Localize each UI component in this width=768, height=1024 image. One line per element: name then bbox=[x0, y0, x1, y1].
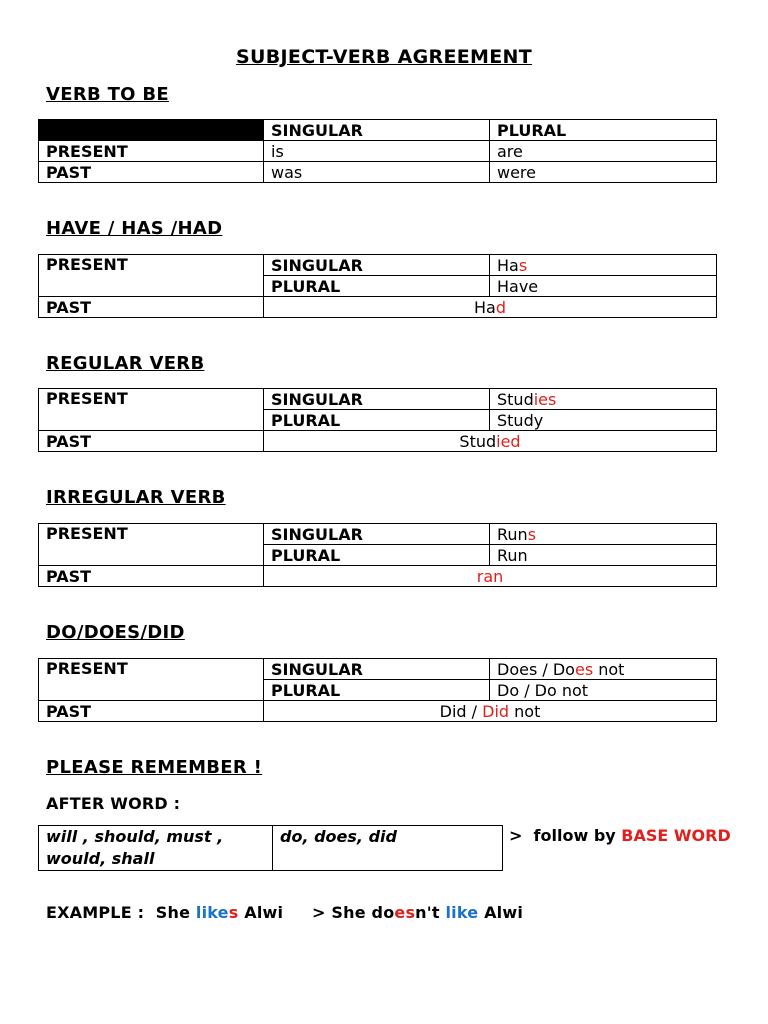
label-singular: SINGULAR bbox=[264, 524, 490, 545]
example-sentence-2: > She doesn't like Alwi bbox=[312, 903, 524, 922]
row-label-present: PRESENT bbox=[39, 255, 264, 297]
cell-plural-value: Have bbox=[490, 276, 717, 297]
table-row bbox=[39, 255, 717, 276]
table-row bbox=[39, 162, 717, 183]
cell-singular-value: Runs bbox=[490, 524, 717, 545]
label-plural: PLURAL bbox=[264, 276, 490, 297]
cell-modals: will , should, must , would, shall bbox=[39, 826, 273, 871]
table-do-does-did bbox=[38, 658, 717, 722]
row-label-past: PAST bbox=[39, 431, 264, 452]
row-label-past: PAST bbox=[39, 297, 264, 318]
label-plural: PLURAL bbox=[264, 545, 490, 566]
row-label-present: PRESENT bbox=[39, 524, 264, 566]
label-plural: PLURAL bbox=[264, 410, 490, 431]
heading-verb-to-be: VERB TO BE bbox=[46, 84, 169, 105]
table-row bbox=[39, 431, 717, 452]
example-line bbox=[46, 903, 523, 922]
table-verb-to-be bbox=[38, 119, 717, 183]
header-plural: PLURAL bbox=[490, 120, 717, 141]
cell-singular-value: Does / Does not bbox=[490, 659, 717, 680]
heading-have: HAVE / HAS /HAD bbox=[46, 218, 223, 239]
cell-do-forms: do, does, did bbox=[273, 826, 503, 871]
heading-do-does-did: DO/DOES/DID bbox=[46, 622, 185, 643]
table-regular-verb bbox=[38, 388, 717, 452]
table-row bbox=[39, 566, 717, 587]
table-row bbox=[39, 141, 717, 162]
table-row bbox=[39, 524, 717, 545]
example-label: EXAMPLE : bbox=[46, 903, 145, 922]
cell-singular-value: Studies bbox=[490, 389, 717, 410]
cell-plural-value: Do / Do not bbox=[490, 680, 717, 701]
table-irregular-verb bbox=[38, 523, 717, 587]
cell-past-plural: were bbox=[490, 162, 717, 183]
table-row bbox=[39, 120, 717, 141]
table-have bbox=[38, 254, 717, 318]
cell-singular-value: Has bbox=[490, 255, 717, 276]
label-singular: SINGULAR bbox=[264, 389, 490, 410]
row-label-present: PRESENT bbox=[39, 389, 264, 431]
row-label-present: PRESENT bbox=[39, 659, 264, 701]
label-singular: SINGULAR bbox=[264, 659, 490, 680]
cell-plural-value: Study bbox=[490, 410, 717, 431]
heading-please-remember: PLEASE REMEMBER ! bbox=[46, 757, 263, 778]
label-plural: PLURAL bbox=[264, 680, 490, 701]
heading-irregular-verb: IRREGULAR VERB bbox=[46, 487, 226, 508]
cell-past-value: Studied bbox=[264, 431, 717, 452]
cell-plural-value: Run bbox=[490, 545, 717, 566]
after-word-label: AFTER WORD : bbox=[46, 794, 181, 813]
row-label-past: PAST bbox=[39, 162, 264, 183]
header-blank-cell bbox=[39, 120, 264, 141]
cell-past-value: Had bbox=[264, 297, 717, 318]
example-sentence-1: She likes Alwi bbox=[155, 903, 284, 922]
header-singular: SINGULAR bbox=[264, 120, 490, 141]
table-after-word bbox=[38, 825, 503, 871]
page-title: SUBJECT-VERB AGREEMENT bbox=[236, 46, 532, 68]
row-label-present: PRESENT bbox=[39, 141, 264, 162]
table-row bbox=[39, 659, 717, 680]
heading-regular-verb: REGULAR VERB bbox=[46, 353, 205, 374]
cell-present-plural: are bbox=[490, 141, 717, 162]
row-label-past: PAST bbox=[39, 566, 264, 587]
table-row bbox=[39, 389, 717, 410]
cell-past-value: Did / Did not bbox=[264, 701, 717, 722]
cell-present-singular: is bbox=[264, 141, 490, 162]
table-row bbox=[39, 826, 503, 871]
follow-by-note: > follow by BASE WORD bbox=[509, 826, 731, 845]
table-row bbox=[39, 297, 717, 318]
label-singular: SINGULAR bbox=[264, 255, 490, 276]
cell-past-singular: was bbox=[264, 162, 490, 183]
table-row bbox=[39, 701, 717, 722]
cell-past-value: ran bbox=[264, 566, 717, 587]
row-label-past: PAST bbox=[39, 701, 264, 722]
